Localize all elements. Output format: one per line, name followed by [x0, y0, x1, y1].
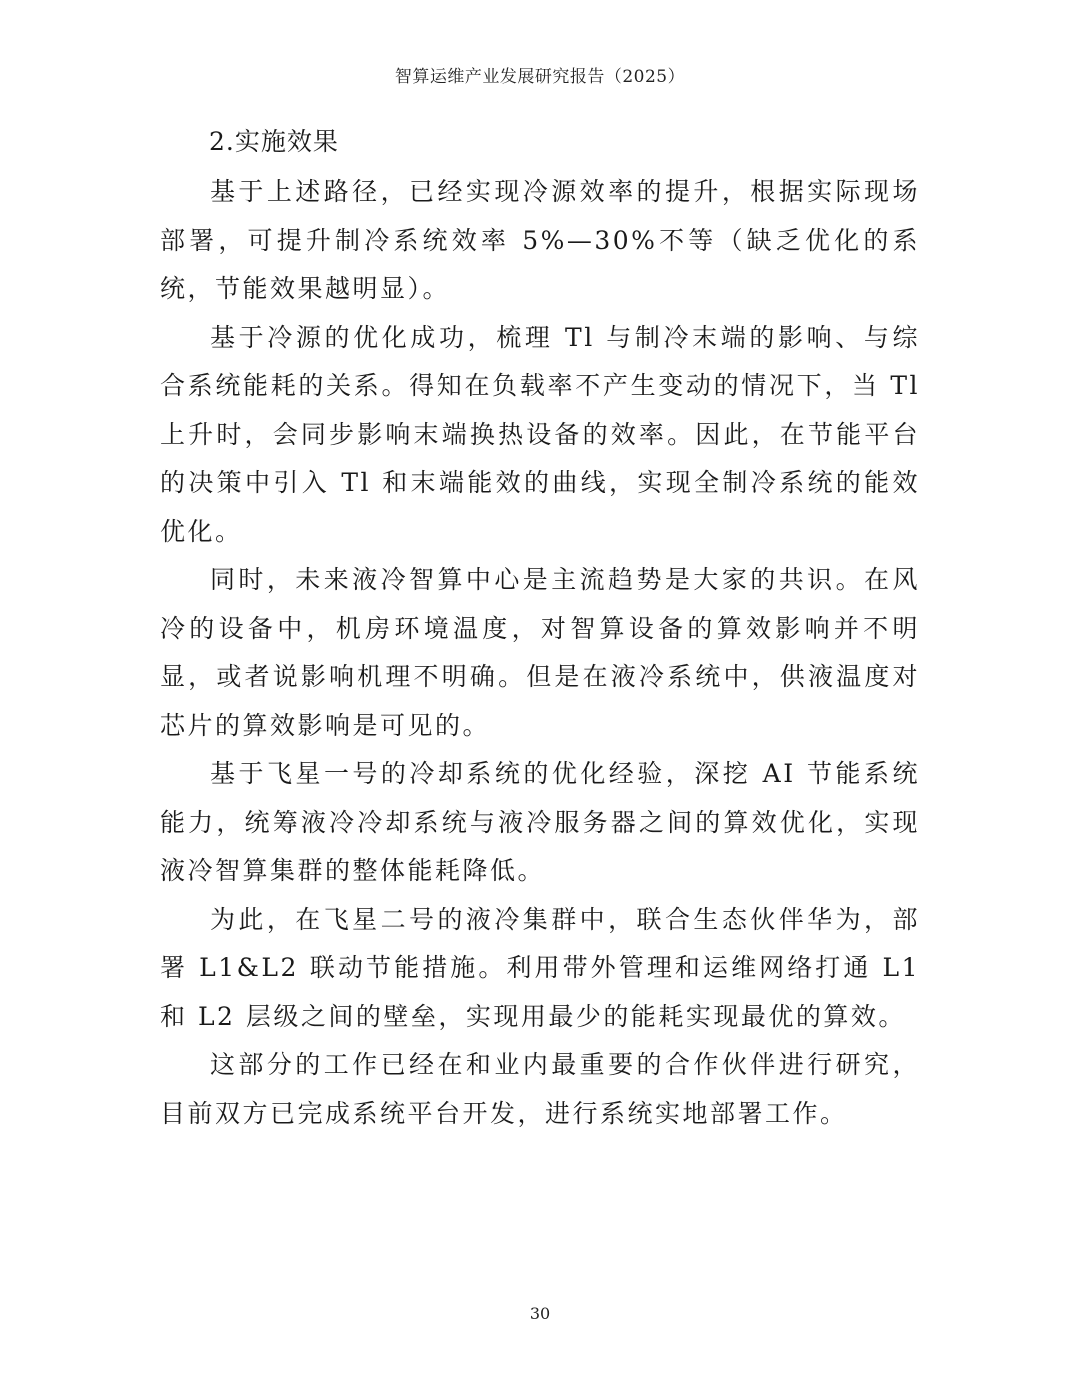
paragraph-5: 为此，在飞星二号的液冷集群中，联合生态伙伴华为，部署 L1&L2 联动节能措施。利用带外管理和运维网络打通 L1 和 L2 层级之间的壁垒，实现用最少的能耗实现最优的算效。	[160, 904, 920, 1031]
page-header: 智算运维产业发展研究报告（2025）	[394, 67, 686, 87]
paragraph-4: 基于飞星一号的冷却系统的优化经验，深挖 AI 节能系统能力，统筹液冷冷却系统与液冷服务器之间的算效优化，实现液冷智算集群的整体能耗降低。	[160, 759, 920, 885]
page-number: 30	[529, 1304, 551, 1323]
section-title: 2.实施效果	[209, 127, 339, 156]
page-body	[160, 116, 920, 1138]
paragraph-2: 基于冷源的优化成功，梳理 Tl 与制冷末端的影响、与综合系统能耗的关系。得知在负载率不产生变动的情况下，当 Tl 上升时，会同步影响末端换热设备的效率。因此，在节能平台的决策中引入 Tl 和末端能效的曲线，实现全制冷系统的能效优化。	[160, 322, 920, 546]
paragraph-1: 基于上述路径，已经实现冷源效率的提升，根据实际现场部署，可提升制冷系统效率 5%—30%不等（缺乏优化的系统，节能效果越明显）。	[160, 177, 920, 303]
paragraph-6: 这部分的工作已经在和业内最重要的合作伙伴进行研究，目前双方已完成系统平台开发，进行系统实地部署工作。	[160, 1050, 920, 1128]
paragraph-3: 同时，未来液冷智算中心是主流趋势是大家的共识。在风冷的设备中，机房环境温度，对智算设备的算效影响并不明显，或者说影响机理不明确。但是在液冷系统中，供液温度对芯片的算效影响是可见的。	[160, 565, 920, 740]
